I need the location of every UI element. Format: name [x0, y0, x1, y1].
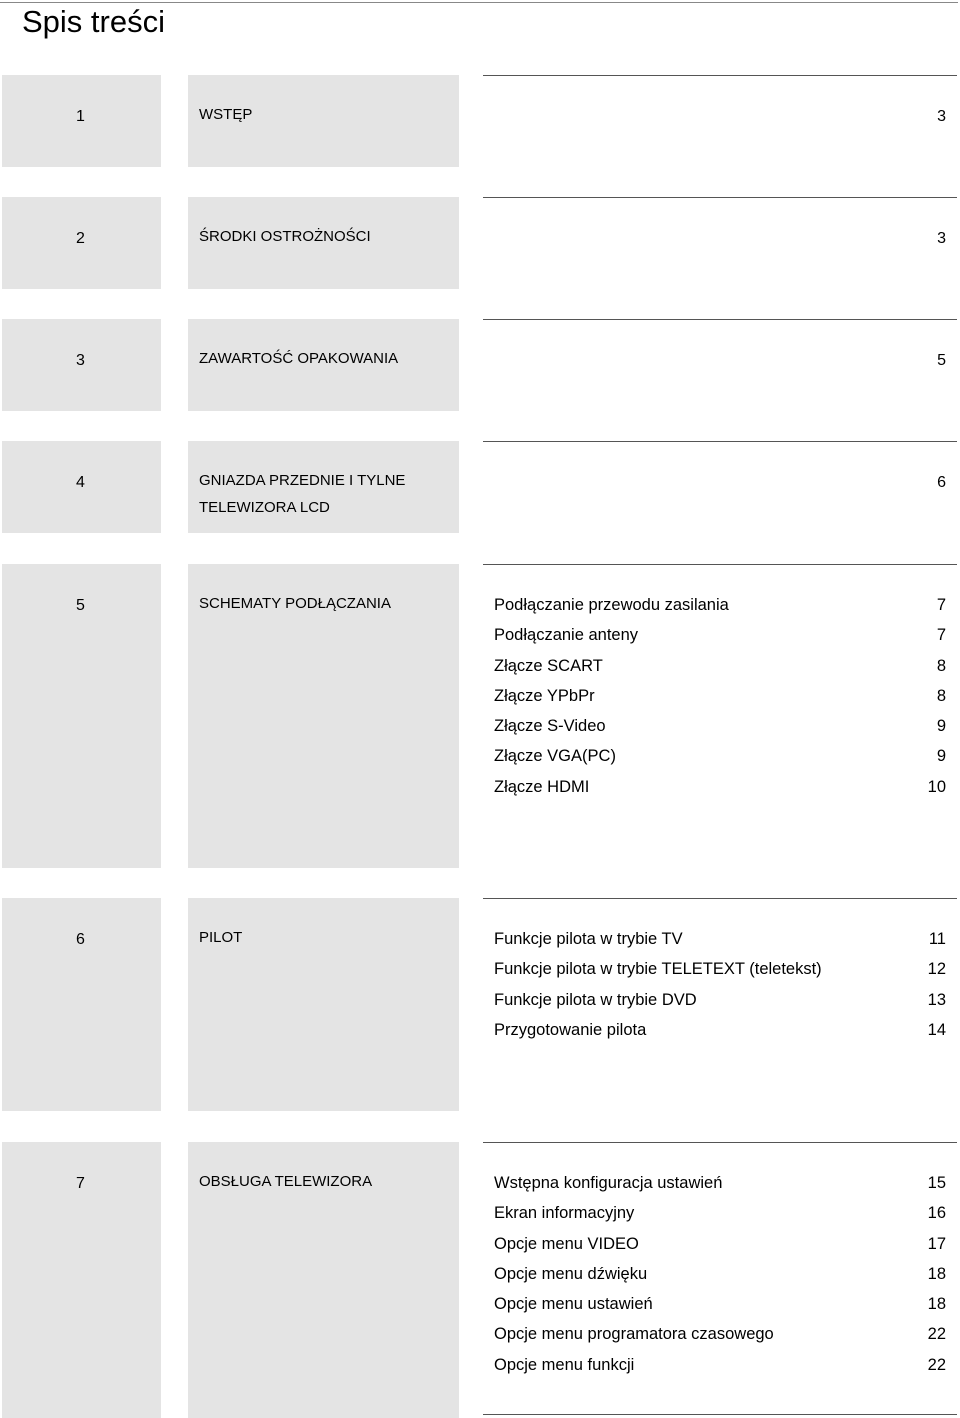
entry-text: Złącze YPbPr — [494, 686, 595, 705]
section-rule — [483, 898, 957, 899]
section-title[interactable]: ZAWARTOŚĆ OPAKOWANIA — [199, 350, 399, 367]
toc-section-2 — [0, 197, 960, 289]
section-rule — [483, 319, 957, 320]
toc-entry[interactable] — [494, 1021, 946, 1051]
section-title[interactable]: GNIAZDA PRZEDNIE I TYLNE TELEWIZORA LCD — [199, 472, 406, 516]
section-number-box — [2, 1142, 161, 1418]
entry-page: 10 — [927, 777, 946, 796]
entry-text: Złącze S-Video — [494, 717, 606, 736]
entry-text: Podłączanie anteny — [494, 626, 639, 645]
entry-list — [494, 596, 946, 808]
section-rule — [483, 197, 957, 198]
toc-section-3 — [0, 319, 960, 411]
entry-text: Opcje menu dźwięku — [494, 1264, 648, 1283]
entry-list — [494, 930, 946, 1051]
toc-entry[interactable] — [494, 960, 946, 990]
toc-entry[interactable] — [494, 991, 946, 1021]
toc-section-4 — [0, 441, 960, 533]
bottom-rule — [483, 1414, 957, 1415]
section-title-box — [188, 197, 459, 289]
toc-entry[interactable] — [494, 1356, 946, 1386]
entry-page: 7 — [936, 596, 946, 614]
toc-entry[interactable] — [494, 687, 946, 717]
section-page: 3 — [937, 108, 946, 125]
section-number: 6 — [76, 931, 85, 948]
toc-entry[interactable] — [494, 930, 946, 960]
section-number: 4 — [76, 474, 85, 491]
section-title-box — [188, 898, 459, 1111]
section-rule — [483, 564, 957, 565]
section-title-box — [188, 1142, 459, 1418]
toc-entry[interactable] — [494, 778, 946, 808]
section-title-box — [188, 564, 459, 868]
toc-entry[interactable] — [494, 1235, 946, 1265]
toc-entry[interactable] — [494, 717, 946, 747]
entry-text: Funkcje pilota w trybie TELETEXT (teletekst) — [494, 960, 822, 979]
entry-page: 17 — [927, 1234, 946, 1253]
section-page: 5 — [937, 352, 946, 369]
entry-page: 22 — [927, 1355, 946, 1374]
page-title: Spis treści — [22, 4, 165, 39]
entry-page: 12 — [927, 960, 946, 979]
section-title-box — [188, 75, 459, 167]
entry-page: 14 — [927, 1020, 946, 1039]
section-number: 3 — [76, 352, 85, 369]
toc-entry[interactable] — [494, 1325, 946, 1355]
section-number-box — [2, 564, 161, 868]
toc-entry[interactable] — [494, 1204, 946, 1234]
section-number: 2 — [76, 230, 85, 247]
toc-section-1 — [0, 75, 960, 167]
toc-entry[interactable] — [494, 626, 946, 656]
entry-page: 13 — [927, 990, 946, 1009]
entry-page: 7 — [936, 626, 946, 645]
entry-text: Funkcje pilota w trybie TV — [494, 930, 683, 948]
entry-text: Przygotowanie pilota — [494, 1020, 647, 1039]
entry-text: Opcje menu funkcji — [494, 1355, 635, 1374]
entry-page: 18 — [927, 1264, 946, 1283]
toc-entry[interactable] — [494, 1265, 946, 1295]
entry-text: Złącze SCART — [494, 656, 603, 675]
section-title-box — [188, 319, 459, 411]
section-title[interactable]: ŚRODKI OSTROŻNOŚCI — [199, 228, 371, 245]
entry-page: 8 — [936, 656, 946, 675]
section-number-box — [2, 319, 161, 411]
toc-entry[interactable] — [494, 1174, 946, 1204]
top-rule — [0, 2, 958, 3]
entry-page: 22 — [927, 1325, 946, 1344]
section-number-box — [2, 441, 161, 533]
toc-section-5 — [0, 564, 960, 868]
entry-page: 8 — [936, 686, 946, 705]
section-number-box — [2, 898, 161, 1111]
section-rule — [483, 1142, 957, 1143]
section-number-box — [2, 75, 161, 167]
entry-list — [494, 1174, 946, 1386]
entry-page: 9 — [936, 717, 946, 736]
section-number: 1 — [76, 108, 85, 125]
toc-section-6 — [0, 898, 960, 1111]
section-number: 7 — [76, 1175, 85, 1192]
entry-text: Opcje menu VIDEO — [494, 1234, 639, 1253]
section-title[interactable]: SCHEMATY PODŁĄCZANIA — [199, 595, 391, 612]
section-title[interactable]: OBSŁUGA TELEWIZORA — [199, 1173, 373, 1190]
entry-text: Ekran informacyjny — [494, 1204, 635, 1223]
toc-section-7 — [0, 1142, 960, 1418]
entry-page: 9 — [936, 747, 946, 766]
entry-text: Funkcje pilota w trybie DVD — [494, 990, 697, 1009]
section-page: 6 — [937, 474, 946, 491]
entry-text: Opcje menu ustawień — [494, 1295, 653, 1314]
section-title[interactable]: WSTĘP — [199, 106, 253, 123]
entry-text: Złącze VGA(PC) — [494, 747, 616, 766]
entry-text: Opcje menu programatora czasowego — [494, 1325, 774, 1344]
section-page: 3 — [937, 230, 946, 247]
toc-entry[interactable] — [494, 747, 946, 777]
entry-page: 18 — [927, 1295, 946, 1314]
section-rule — [483, 441, 957, 442]
toc-entry[interactable] — [494, 1295, 946, 1325]
entry-text: Wstępna konfiguracja ustawień — [494, 1174, 723, 1192]
entry-page: 11 — [928, 930, 946, 948]
entry-text: Złącze HDMI — [494, 777, 590, 796]
section-number: 5 — [76, 597, 85, 614]
section-title-box — [188, 441, 459, 533]
section-number-box — [2, 197, 161, 289]
section-rule — [483, 75, 957, 76]
section-title[interactable]: PILOT — [199, 929, 243, 946]
toc-entry[interactable] — [494, 657, 946, 687]
entry-page: 16 — [927, 1204, 946, 1223]
entry-text: Podłączanie przewodu zasilania — [494, 596, 729, 614]
toc-entry[interactable] — [494, 596, 946, 626]
entry-page: 15 — [927, 1174, 946, 1192]
